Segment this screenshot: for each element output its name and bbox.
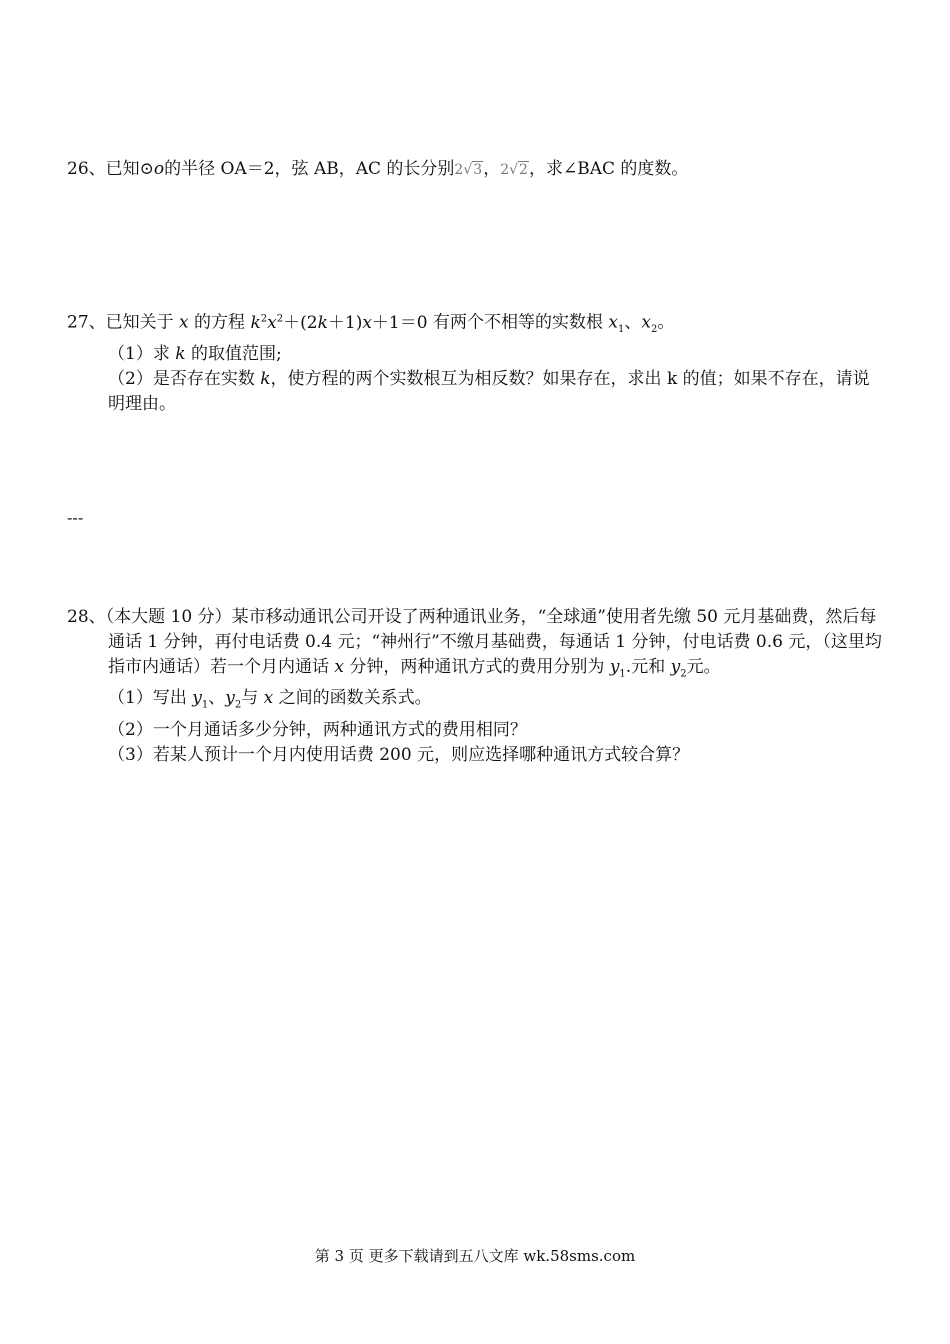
sub-question-3: （3）若某人预计一个月内使用话费 200 元，则应选择哪种通讯方式较合算？ <box>108 744 690 765</box>
circle-symbol: ⊙o <box>139 159 165 179</box>
sub-question-2: （2）是否存在实数 k，使方程的两个实数根互为相反数？如果存在，求出 k 的值；如果不存在，请说明理由。 <box>108 369 870 415</box>
sqrt-expression-2: 2√2 <box>500 162 528 178</box>
question-number: 26、 <box>67 159 106 179</box>
page-footer: 第 3 页 更多下载请到五八文库 wk.58sms.com <box>314 1247 636 1265</box>
question-text: 的半径 OA＝2，弦 AB，AC 的长分别 <box>164 159 455 179</box>
separator: --- <box>67 508 84 527</box>
equation: $k^2x^2+(2k+1)x+1=0$ <box>250 312 428 333</box>
question-number: 28、 <box>67 607 106 627</box>
question-stem: 28、（本大题 10 分）某市移动通讯公司开设了两种通讯业务，“全球通”使用者先缴 50 元月基础费，然后每通话 1 分钟，再付电话费 0.4 元；“神州行”不缴月基础费，每通话 1 分钟，付电话费 0.6 元，（这里均指市内通话）若一个月内通话 x 分钟，两种通讯方式的费用分别为 $y_1$.元和 $y_2$元。 <box>67 607 882 680</box>
question-number: 27、 <box>67 312 106 333</box>
sub-question-1: （1）写出 $y_1$、$y_2$与 x 之间的函数关系式。 <box>108 688 432 711</box>
question-stem: 27、已知关于 x 的方程 $k^2x^2+(2k+1)x+1=0$ 有两个不相等的实数根 $x_1$、$x_2$。 <box>67 312 675 336</box>
sub-question-1: （1）求 k 的取值范围; <box>108 344 282 365</box>
question-27 <box>67 306 883 417</box>
question-text: 已知 <box>105 159 140 179</box>
question-26: 26、已知⊙o的半径 OA＝2，弦 AB，AC 的长分别2√3，2√2，求∠BAC 的度数。 <box>67 159 689 179</box>
sub-question-2: （2）一个月通话多少分钟，两种通讯方式的费用相同？ <box>108 719 527 740</box>
sqrt-expression-1: 2√3 <box>454 162 483 178</box>
question-28 <box>67 605 883 768</box>
question-text: ，求∠BAC 的度数。 <box>528 159 689 179</box>
